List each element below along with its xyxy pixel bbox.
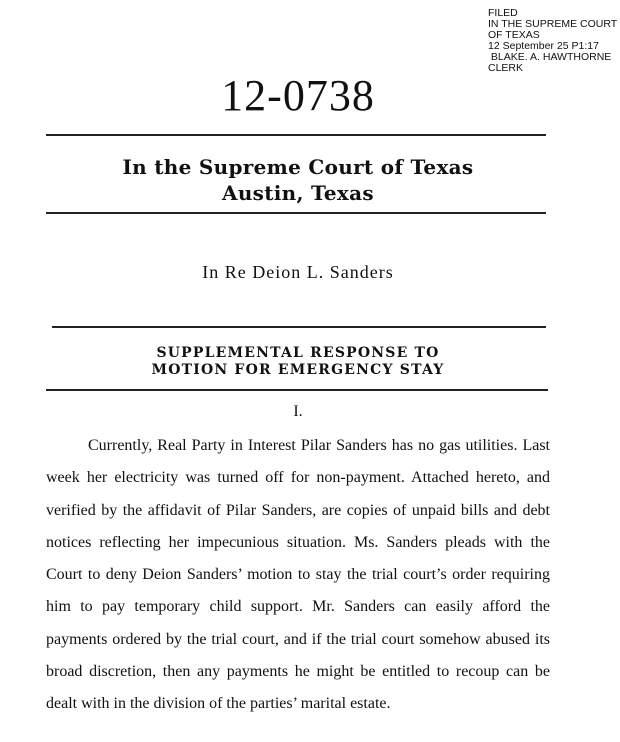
stamp-line: CLERK <box>488 62 524 74</box>
stamp-line: BLAKE. A. HAWTHORNE <box>488 51 612 63</box>
document-title-line: SUPPLEMENTAL RESPONSE TO <box>156 345 440 361</box>
case-caption: In Re Deion L. Sanders <box>202 262 394 282</box>
stamp-line: IN THE SUPREME COURT <box>488 18 618 30</box>
stamp-line: 12 September 25 P1:17 <box>488 40 599 52</box>
body-paragraph: Currently, Real Party in Interest Pilar Sanders has no gas utilities. Last week her electricity was turned off for non-payment. Attached hereto, and verified by the affidavit of Pilar Sanders, are copies of unpaid bills and debt notices reflecting her impecunious situation. Ms. Sanders pleads with the Court to deny Deion Sanders’ motion to stay the trial court’s order requiring him to pay temporary child support. Mr. Sanders can easily afford the payments ordered by the trial court, and if the trial court somehow abused its broad discretion, then any payments he might be entitled to recoup can be dealt with in the division of the parties’ marital estate. <box>46 437 550 713</box>
stamp-line: OF TEXAS <box>488 29 540 41</box>
divider-rule <box>52 326 546 328</box>
document-title-line: MOTION FOR EMERGENCY STAY <box>151 362 445 378</box>
case-number: 12-0738 <box>221 71 375 120</box>
court-name <box>0 154 596 206</box>
filing-stamp <box>488 8 617 74</box>
court-location-line: Austin, Texas <box>222 181 374 205</box>
divider-rule <box>46 212 546 214</box>
stamp-line: FILED <box>488 7 518 19</box>
divider-rule <box>46 389 548 391</box>
section-numeral: I. <box>293 403 303 420</box>
divider-rule <box>46 134 546 136</box>
court-name-line: In the Supreme Court of Texas <box>122 155 474 179</box>
document-title <box>0 345 596 379</box>
body-text <box>46 430 550 721</box>
